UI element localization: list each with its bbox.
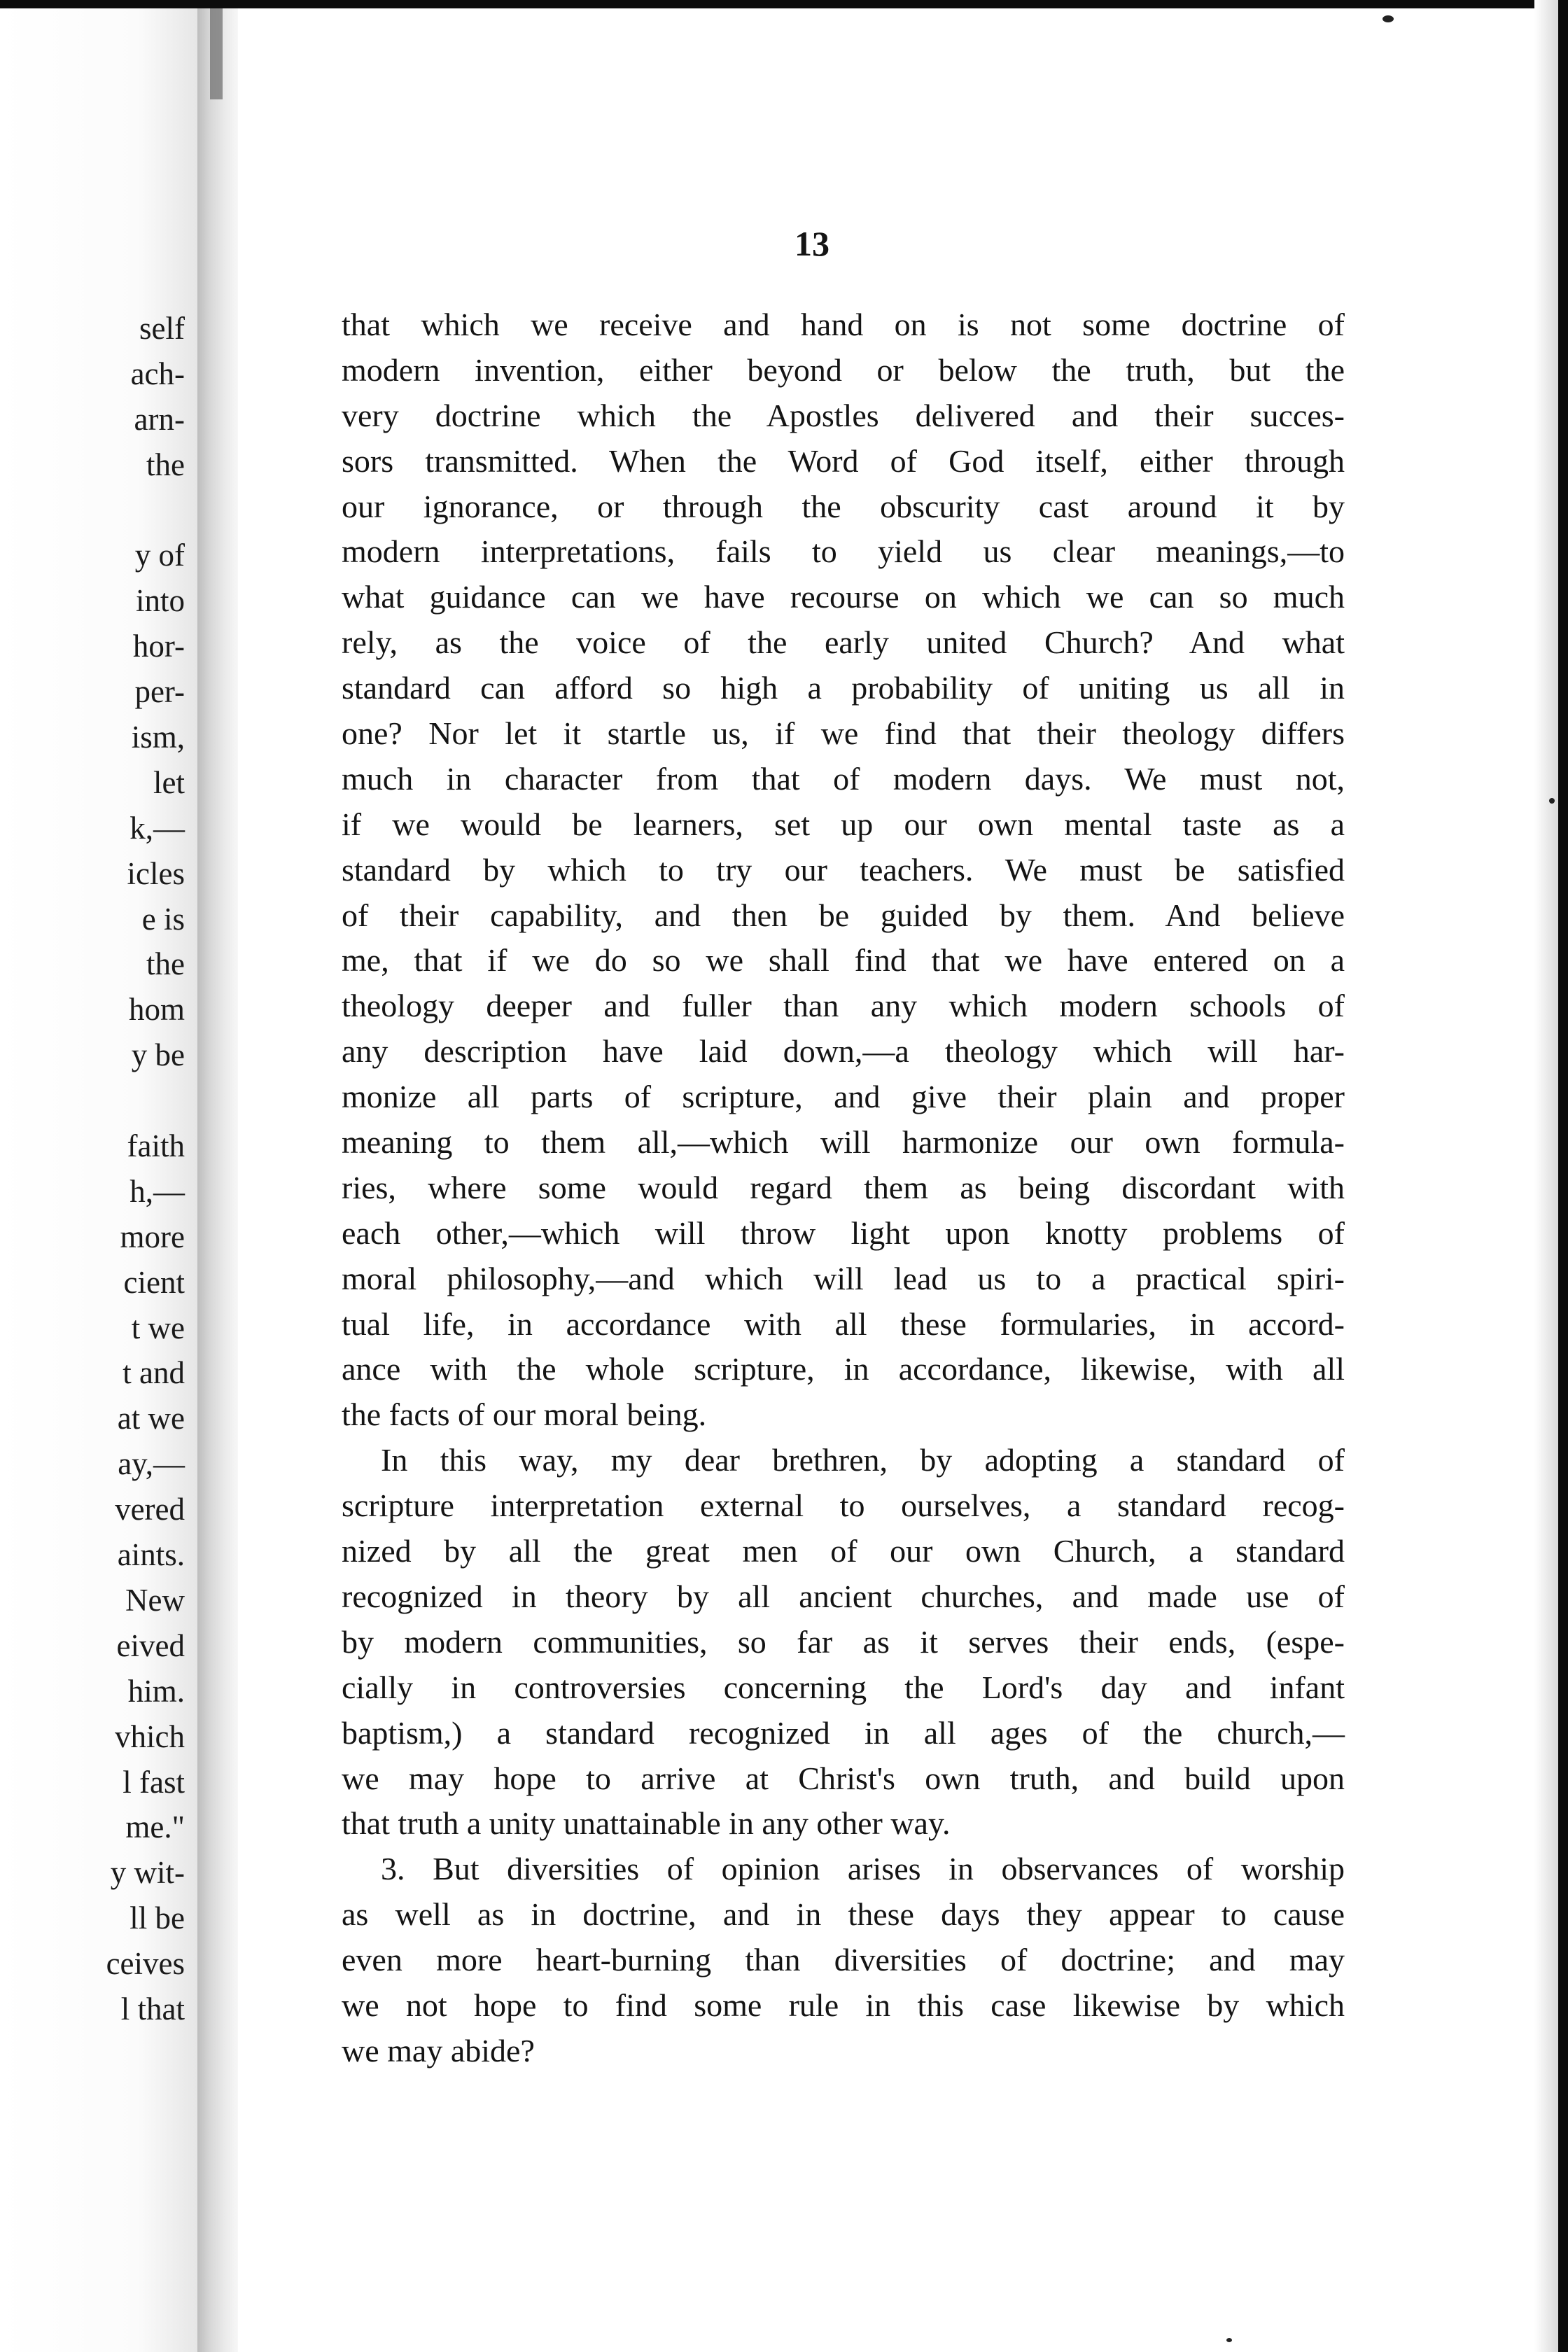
top-scan-border bbox=[0, 0, 1568, 8]
facing-page-line: t and bbox=[122, 1355, 185, 1391]
text-line: our ignorance, or through the obscurity cast around it by bbox=[342, 488, 1345, 524]
facing-page-line: vered bbox=[115, 1492, 185, 1527]
facing-page-line: cient bbox=[123, 1264, 185, 1300]
facing-page-line: aints. bbox=[117, 1537, 185, 1573]
facing-page-line: per- bbox=[134, 674, 185, 710]
right-edge-shadow bbox=[1534, 0, 1558, 2352]
right-scan-border bbox=[1558, 0, 1568, 2352]
facing-page-line: k,— bbox=[130, 810, 185, 846]
facing-page-line: y of bbox=[134, 538, 185, 573]
facing-page-line: New bbox=[125, 1582, 185, 1618]
facing-page-line: ach- bbox=[130, 356, 185, 391]
text-line: one? Nor let it startle us, if we find that their theology differs bbox=[342, 715, 1345, 752]
text-line: very doctrine which the Apostles delivered and their succes- bbox=[342, 397, 1345, 433]
text-line: rely, as the voice of the early united Church? And what bbox=[342, 624, 1345, 661]
text-line: the facts of our moral being. bbox=[342, 1396, 707, 1433]
facing-page-line: hom bbox=[128, 992, 185, 1028]
facing-page-line: ism, bbox=[131, 720, 185, 755]
text-line: theology deeper and fuller than any which modern schools of bbox=[342, 988, 1345, 1024]
text-line: what guidance can we have recourse on which we can so much bbox=[342, 579, 1345, 615]
facing-page-line: me." bbox=[125, 1809, 185, 1845]
facing-page-line: him. bbox=[127, 1673, 185, 1709]
facing-page-line: self bbox=[139, 311, 185, 346]
facing-page-line: t we bbox=[131, 1310, 185, 1345]
ink-speck bbox=[1382, 15, 1394, 22]
body-text bbox=[342, 302, 1345, 2074]
text-line: sors transmitted. When the Word of God itself, either through bbox=[342, 442, 1345, 479]
text-line: much in character from that of modern days. We must not, bbox=[342, 760, 1345, 797]
text-line: modern invention, either beyond or below the truth, but the bbox=[342, 351, 1345, 388]
facing-page-line: y be bbox=[131, 1037, 185, 1073]
text-line: that truth a unity unattainable in any other way. bbox=[342, 1805, 951, 1842]
text-line: scripture interpretation external to ourselves, a standard recog- bbox=[342, 1488, 1345, 1524]
facing-page-line: l that bbox=[120, 1991, 185, 2026]
text-line: as well as in doctrine, and in these days they appear to cause bbox=[342, 1896, 1345, 1933]
text-line: if we would be learners, set up our own mental taste as a bbox=[342, 806, 1345, 842]
facing-page-line: vhich bbox=[115, 1718, 185, 1754]
ink-speck bbox=[1226, 2338, 1232, 2342]
facing-page-line: arn- bbox=[134, 401, 185, 437]
text-line: cially in controversies concerning the Lord's day and infant bbox=[342, 1669, 1345, 1705]
text-line: we may hope to arrive at Christ's own truth, and build upon bbox=[342, 1760, 1345, 1796]
text-line: of their capability, and then be guided by them. And believe bbox=[342, 897, 1345, 933]
facing-page-line: e is bbox=[141, 901, 185, 937]
facing-page-text bbox=[17, 306, 185, 2032]
text-line: monize all parts of scripture, and give their plain and proper bbox=[342, 1079, 1345, 1115]
text-line: even more heart-burning than diversities of doctrine; and may bbox=[342, 1942, 1345, 1978]
facing-page-line: at we bbox=[117, 1401, 185, 1436]
facing-page-line: l fast bbox=[122, 1764, 185, 1800]
text-line: modern interpretations, fails to yield us clear meanings,—to bbox=[342, 533, 1345, 570]
facing-page-line: let bbox=[153, 764, 185, 800]
facing-page-line: ll be bbox=[130, 1900, 185, 1936]
book-gutter bbox=[197, 8, 238, 2352]
ink-speck bbox=[1549, 798, 1555, 804]
gutter-shadow bbox=[210, 8, 223, 99]
facing-page-line: the bbox=[146, 447, 185, 482]
text-line: we not hope to find some rule in this case likewise by which bbox=[342, 1987, 1345, 2023]
facing-page-line: icles bbox=[127, 855, 185, 891]
facing-page-line: h,— bbox=[130, 1173, 185, 1209]
facing-page bbox=[0, 8, 197, 2352]
text-line: In this way, my dear brethren, by adopting a standard of bbox=[381, 1442, 1345, 1478]
facing-page-line: y wit- bbox=[110, 1855, 185, 1891]
text-line: ance with the whole scripture, in accordance, likewise, with all bbox=[342, 1351, 1345, 1387]
text-line: recognized in theory by all ancient churches, and made use of bbox=[342, 1578, 1345, 1614]
text-line: that which we receive and hand on is not some doctrine of bbox=[342, 307, 1345, 342]
text-line: me, that if we do so we shall find that we have entered on a bbox=[342, 942, 1345, 979]
text-line: baptism,) a standard recognized in all ages of the church,— bbox=[342, 1714, 1345, 1751]
text-line: 3. But diversities of opinion arises in observances of worship bbox=[381, 1851, 1345, 1887]
facing-page-line bbox=[17, 488, 185, 533]
text-line: tual life, in accordance with all these formularies, in accord- bbox=[342, 1306, 1345, 1342]
facing-page-line: ceives bbox=[106, 1946, 185, 1982]
text-line: moral philosophy,—and which will lead us to a practical spiri- bbox=[342, 1260, 1345, 1296]
facing-page-line: into bbox=[135, 583, 185, 619]
text-line: meaning to them all,—which will harmonize our own formula- bbox=[342, 1124, 1345, 1161]
text-line: we may abide? bbox=[342, 2032, 535, 2068]
page-number: 13 bbox=[794, 224, 830, 263]
text-line: ries, where some would regard them as being discordant with bbox=[342, 1169, 1345, 1205]
text-line: any description have laid down,—a theology which will har- bbox=[342, 1033, 1345, 1070]
text-line: each other,—which will throw light upon knotty problems of bbox=[342, 1214, 1345, 1251]
facing-page-line: more bbox=[120, 1219, 185, 1254]
text-line: nized by all the great men of our own Church, a standard bbox=[342, 1533, 1345, 1569]
facing-page-line: ay,— bbox=[118, 1446, 185, 1482]
text-line: standard can afford so high a probability of uniting us all in bbox=[342, 670, 1345, 706]
facing-page-line bbox=[17, 1078, 185, 1124]
text-line: standard by which to try our teachers. We must be satisfied bbox=[342, 851, 1345, 888]
facing-page-line: the bbox=[146, 946, 185, 982]
text-line: by modern communities, so far as it serves their ends, (espe- bbox=[342, 1623, 1345, 1660]
facing-page-line: eived bbox=[116, 1628, 185, 1663]
facing-page-line: hor- bbox=[132, 629, 185, 664]
facing-page-line: faith bbox=[127, 1128, 185, 1164]
